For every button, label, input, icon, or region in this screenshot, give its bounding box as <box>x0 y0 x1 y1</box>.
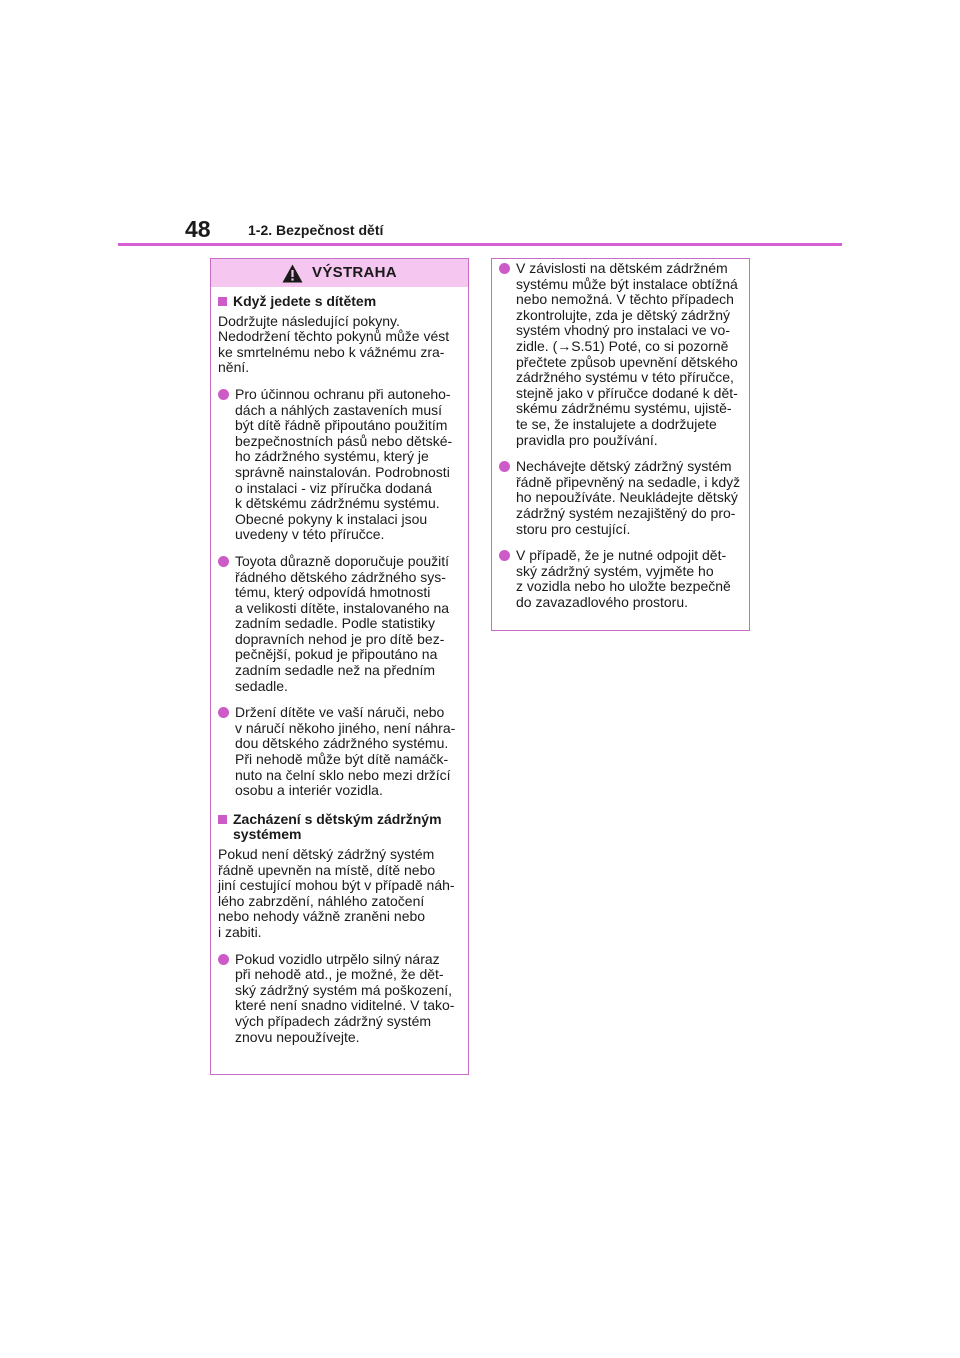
warning-intro <box>218 314 460 376</box>
bullet-item <box>499 548 741 610</box>
warning-heading <box>218 294 460 310</box>
square-bullet-icon <box>218 297 227 306</box>
warning-title: VÝSTRAHA <box>312 264 397 282</box>
bullet-item <box>218 705 460 799</box>
text-line: řádného dětského zádržného sys- <box>235 568 446 585</box>
round-bullet-icon <box>218 707 229 718</box>
bullet-text <box>516 261 741 448</box>
warning-intro <box>218 847 460 941</box>
text-line: skému zádržnému systému, ujistě- <box>516 400 732 417</box>
bullet-item <box>218 554 460 694</box>
text-line: z vozidla nebo ho uložte bezpečně <box>516 578 731 595</box>
bullet-item <box>218 387 460 543</box>
continuation-content <box>492 259 749 610</box>
text-line: nění. <box>218 359 250 376</box>
page-reference-line[interactable]: zidle. (→S.51) Poté, co si pozorně <box>516 337 729 354</box>
text-line: jiní cestující mohou být v případě náh- <box>218 877 455 894</box>
text-line: Pro účinnou ochranu při autoneho- <box>235 385 451 402</box>
text-line: stejně jako v příručce dodané k dět- <box>516 384 738 401</box>
text-line: V případě, že je nutné odpojit dět- <box>516 547 727 564</box>
round-bullet-icon <box>499 550 510 561</box>
heading-text: Když jedete s dítětem <box>233 293 377 309</box>
bullet-text <box>235 705 460 799</box>
text-line: i zabiti. <box>218 923 262 940</box>
text-line: o instalaci - viz příručka dodaná <box>235 479 432 496</box>
warning-continuation-box <box>491 258 750 631</box>
text-line: dou dětského zádržného systému. <box>235 735 449 752</box>
text-line: Pokud vozidlo utrpělo silný náraz <box>235 950 440 967</box>
text-line: ský zádržný systém má poškození, <box>235 981 453 998</box>
text-line: k dětskému zádržnému systému. <box>235 495 440 512</box>
bullet-text <box>235 554 460 694</box>
text-line: do zavazadlového prostoru. <box>516 593 688 610</box>
text-line: nebo nehody vážně zraněni nebo <box>218 908 426 925</box>
text-line: znovu nepoužívejte. <box>235 1028 360 1045</box>
text-line: ke smrtelnému nebo k vážnému zra- <box>218 343 445 360</box>
text-line: nuto na čelní sklo nebo mezi držící <box>235 766 451 783</box>
text-line: Pokud není dětský zádržný systém <box>218 846 435 862</box>
text-line: systémem <box>233 826 302 843</box>
text-line: storu pro cestující. <box>516 520 631 537</box>
warning-box <box>210 258 469 1075</box>
text-line: Držení dítěte ve vaší náruči, nebo <box>235 704 445 721</box>
text-line: které není snadno viditelné. V tako- <box>235 997 455 1014</box>
bullet-text <box>516 459 741 537</box>
text-line: být dítě řádně připoutáno použitím <box>235 417 448 434</box>
bullet-text <box>235 387 460 543</box>
header-rule <box>118 243 842 246</box>
text-line: Při nehodě může být dítě namáčk- <box>235 751 449 768</box>
square-bullet-icon <box>218 815 227 824</box>
text-line: Obecné pokyny k instalaci jsou <box>235 510 428 527</box>
text-line: ho zádržného systému, který je <box>235 448 429 465</box>
text-line: řádně upevněn na místě, dítě nebo <box>218 861 436 878</box>
text-line: te se, že instalujete a dodržujete <box>516 415 717 432</box>
text-line: dopravních nehod je pro dítě bez- <box>235 630 445 647</box>
text-line: Dodržujte následující pokyny. <box>218 312 400 329</box>
text-line: nebo nemožná. V těchto případech <box>516 291 734 308</box>
section-title: 1-2. Bezpečnost dětí <box>248 222 384 238</box>
text-line: systém vhodný pro instalaci ve vo- <box>516 322 730 339</box>
text-line: přečtete způsob upevnění dětského <box>516 353 738 370</box>
text-line: V závislosti na dětském zádržném <box>516 260 728 276</box>
round-bullet-icon <box>218 556 229 567</box>
text-line: vých případech zádržný systém <box>235 1012 432 1029</box>
text-line: Nechávejte dětský zádržný systém <box>516 458 732 475</box>
text-line: řádně připevněný na sedadle, i když <box>516 473 741 490</box>
text-line: lého zabrzdění, náhlého zatočení <box>218 892 425 909</box>
text-line: zádržný systém nezajištěný do pro- <box>516 504 736 521</box>
text-line: dách a náhlých zastaveních musí <box>235 401 443 418</box>
text-line: při nehodě atd., je možné, že dět- <box>235 966 444 983</box>
bullet-item <box>218 952 460 1046</box>
text-line: správně nainstalován. Podrobnosti <box>235 463 450 480</box>
text-line: sedadle. <box>235 677 288 694</box>
text-line: zadním sedadle než na předním <box>235 662 436 679</box>
text-line: pravidla pro používání. <box>516 431 658 448</box>
text-line: Zacházení s dětským zádržným <box>233 810 442 827</box>
heading-text <box>233 812 442 843</box>
warning-content <box>211 287 468 1045</box>
text-line: zkontrolujte, zda je dětský zádržný <box>516 306 730 323</box>
text-line: ský zádržný systém, vyjměte ho <box>516 562 714 579</box>
bullet-text <box>235 952 460 1046</box>
text-line: Toyota důrazně doporučuje použití <box>235 552 450 569</box>
text-line: v náručí někoho jiného, není náhra- <box>235 719 456 736</box>
text-line: pečnější, pokud je připoutáno na <box>235 646 438 663</box>
round-bullet-icon <box>218 389 229 400</box>
bullet-item <box>499 459 741 537</box>
text-line: zadním sedadle. Podle statistiky <box>235 615 435 632</box>
bullet-item <box>499 261 741 448</box>
warning-header <box>211 259 468 287</box>
round-bullet-icon <box>499 263 510 274</box>
text-line: ho nepoužíváte. Neukládejte dětský <box>516 489 738 506</box>
text-line: zádržného systému v této příručce, <box>516 369 734 386</box>
text-line: tému, který odpovídá hmotnosti <box>235 584 431 601</box>
warning-heading <box>218 812 460 843</box>
bullet-text <box>516 548 741 610</box>
warning-triangle-icon <box>282 264 303 283</box>
round-bullet-icon <box>218 954 229 965</box>
text-line: a velikosti dítěte, instalovaného na <box>235 599 450 616</box>
text-line: systému může být instalace obtížná <box>516 275 738 292</box>
text-line: osobu a interiér vozidla. <box>235 782 383 799</box>
text-line: bezpečnostních pásů nebo dětské- <box>235 432 453 449</box>
round-bullet-icon <box>499 461 510 472</box>
text-line: uvedeny v této příručce. <box>235 526 385 543</box>
text-line: Nedodržení těchto pokynů může vést <box>218 328 450 345</box>
page-number: 48 <box>185 216 211 242</box>
